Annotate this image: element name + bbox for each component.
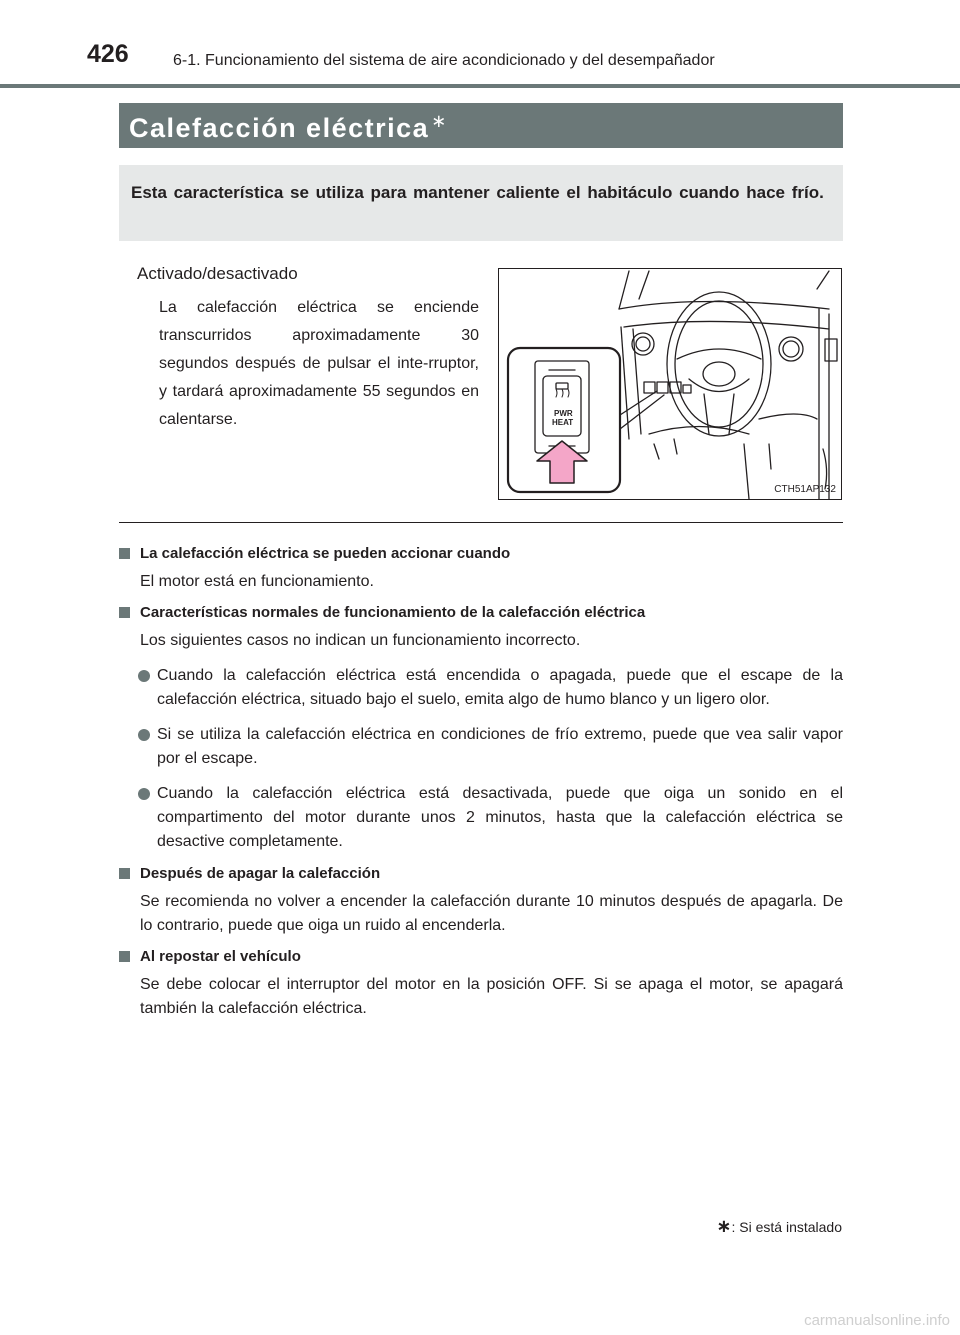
note-normal-operation xyxy=(119,601,843,854)
section-banner xyxy=(119,103,843,148)
square-bullet-icon xyxy=(119,607,130,618)
note-body: Se debe colocar el interruptor del motor en la posición OFF. Si se apaga el motor, se apagará también la calefacción eléctrica. xyxy=(140,976,843,1017)
notes-section xyxy=(119,540,843,1028)
header-title: 6-1. Funcionamiento del sistema de aire acondicionado y del desempañador xyxy=(173,52,715,69)
switch-label-heat: HEAT xyxy=(552,418,574,427)
note-refueling xyxy=(119,945,843,1021)
note-body: Los siguientes casos no indican un funcionamiento incorrecto. xyxy=(140,632,581,649)
asterisk-icon: ∗ xyxy=(716,1216,732,1236)
round-bullet-icon xyxy=(138,729,150,741)
activation-text: La calefacción eléctrica se enciende transcurridos aproximadamente 30 segundos después de pulsar el inte-rruptor, y tardará aproximadamente 55 segundos en calentarse. xyxy=(159,299,479,428)
section-title-text: Calefacción eléctrica xyxy=(129,113,430,143)
note-after-turning-off xyxy=(119,862,843,938)
section-title xyxy=(129,111,448,144)
footnote xyxy=(716,1216,842,1237)
square-bullet-icon xyxy=(119,868,130,879)
list-item: Si se utiliza la calefacción eléctrica en condiciones de frío extremo, puede que vea salir vapor por el escape. xyxy=(119,723,843,771)
square-bullet-icon xyxy=(119,951,130,962)
note-heading: Después de apagar la calefacción xyxy=(119,862,843,886)
note-operation-condition xyxy=(119,542,843,594)
switch-label-pwr: PWR xyxy=(554,409,573,418)
dashboard-figure xyxy=(498,268,842,500)
note-heading: Al repostar el vehículo xyxy=(119,945,843,969)
figure-code: CTH51AP132 xyxy=(774,484,836,495)
list-item: Cuando la calefacción eléctrica está desactivada, puede que oiga un sonido en el compartimento del motor durante unos 2 minutos, hasta que la calefacción eléctrica se desactive completamente. xyxy=(119,782,843,854)
note-heading: La calefacción eléctrica se pueden accionar cuando xyxy=(119,542,843,566)
page-header xyxy=(0,0,960,90)
header-rule xyxy=(0,84,960,88)
optional-equipment-mark: ∗ xyxy=(431,111,448,131)
watermark: carmanualsonline.info xyxy=(804,1312,950,1329)
activation-heading: Activado/desactivado xyxy=(137,264,298,283)
list-item: Cuando la calefacción eléctrica está encendida o apagada, puede que el escape de la calefacción eléctrica, situado bajo el suelo, emita algo de humo blanco y un ligero olor. xyxy=(119,664,843,712)
note-body: Se recomienda no volver a encender la calefacción durante 10 minutos después de apagarla. De lo contrario, puede que oiga un ruido al encenderla. xyxy=(140,893,843,934)
round-bullet-icon xyxy=(138,670,150,682)
section-divider xyxy=(119,522,843,523)
page-number: 426 xyxy=(87,40,129,68)
note-heading: Características normales de funcionamiento de la calefacción eléctrica xyxy=(119,601,843,625)
note-body: El motor está en funcionamiento. xyxy=(140,573,374,590)
press-arrow-icon xyxy=(499,269,842,500)
intro-text: Esta característica se utiliza para mantener caliente el habitáculo cuando hace frío. xyxy=(131,183,824,202)
round-bullet-icon xyxy=(138,788,150,800)
footnote-text: : Si está instalado xyxy=(731,1219,842,1235)
square-bullet-icon xyxy=(119,548,130,559)
intro-box xyxy=(119,165,843,241)
